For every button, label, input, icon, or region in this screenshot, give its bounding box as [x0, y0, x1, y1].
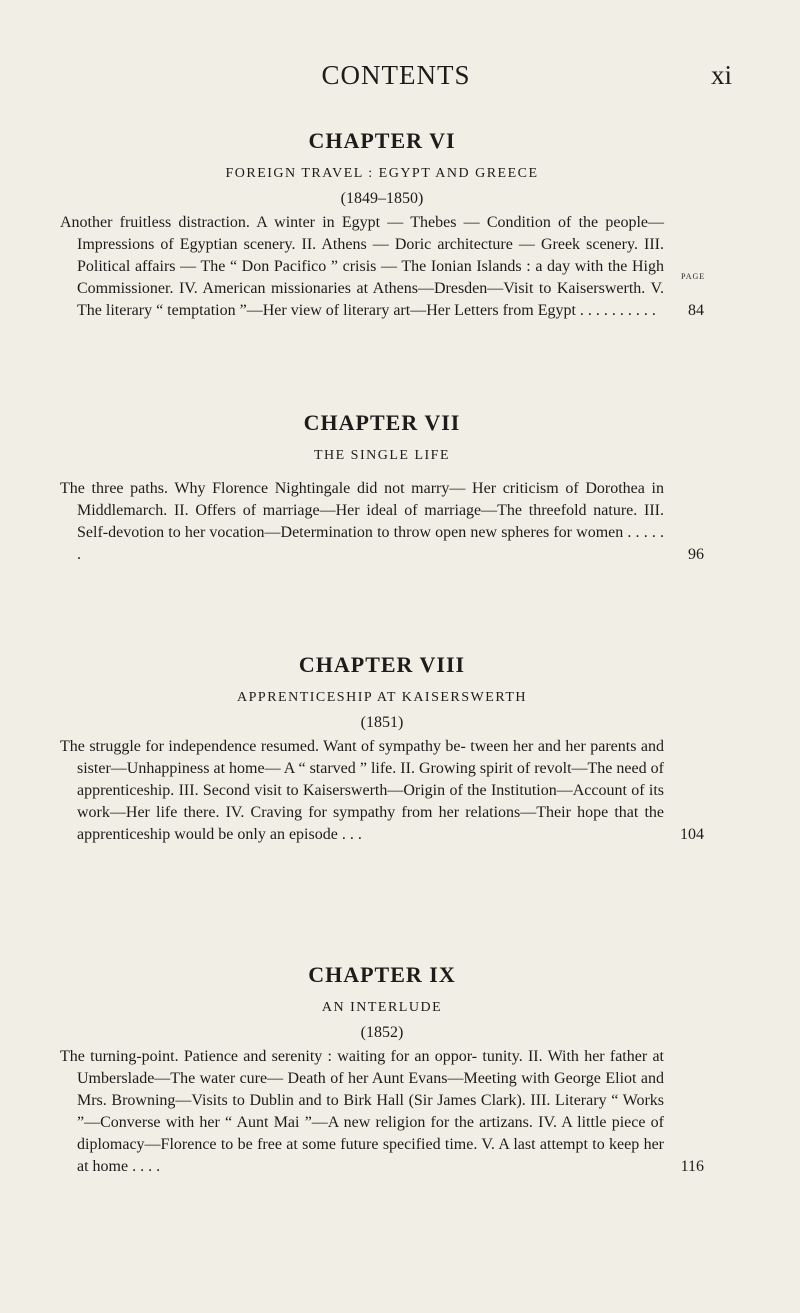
chapter-years: (1852): [360, 1024, 404, 1041]
chapter-entry-vi: [60, 128, 704, 322]
chapter-subtitle: APPRENTICESHIP AT KAISERSWERTH: [237, 690, 527, 705]
chapter-entry-vii: [60, 410, 704, 566]
chapter-summary: [60, 212, 704, 322]
running-header: [60, 60, 732, 100]
page-reference: 84: [688, 302, 704, 319]
chapter-heading: CHAPTER VIII: [298, 652, 466, 677]
summary-text: Another fruitless distraction. A winter in Egypt — Thebes — Condition of the people—Impressions of Egyptian scenery. II. Athens — Doric architecture — Greek scenery. III. Political affairs — The “ Don Pacifico ” crisis — The Ionian Islands : a day with the High Commissioner. IV. American missionaries at Athens—Dresden—Visit to Kaiserswerth. V. The literary “ temptation ”—Her view of literary art—Her Letters from Egypt . . . . . . . . . .: [60, 214, 664, 319]
chapter-summary: [60, 736, 704, 846]
running-title: CONTENTS: [321, 60, 471, 90]
chapter-entry-viii: [60, 652, 704, 846]
chapter-heading: CHAPTER IX: [308, 962, 456, 987]
chapter-years: (1849–1850): [340, 190, 424, 207]
chapter-subtitle: THE SINGLE LIFE: [313, 448, 451, 463]
chapter-heading: CHAPTER VI: [308, 128, 456, 153]
chapter-subtitle: AN INTERLUDE: [321, 1000, 443, 1015]
page-reference: 116: [680, 1158, 704, 1175]
summary-text: The three paths. Why Florence Nightingale did not marry— Her criticism of Dorothea in Middlemarch. II. Offers of marriage—Her ideal of marriage—The threefold nature. III. Self-devotion to her vocation—Determination to throw open new spheres for women . . . . . .: [60, 480, 664, 563]
chapter-summary: [60, 478, 704, 566]
summary-text: The struggle for independence resumed. Want of sympathy be- tween her and her parents and sister—Unhappiness at home— A “ starved ” life. II. Growing spirit of revolt—The need of apprenticeship. III. Second visit to Kaiserswerth—Origin of the Institution—Account of its work—Her life there. IV. Craving for sympathy from her relations—Their hope that the apprenticeship would be only an episode . . .: [60, 738, 664, 843]
page-column-label: PAGE: [681, 272, 706, 281]
summary-text: The turning-point. Patience and serenity : waiting for an oppor- tunity. II. With her father at Umberslade—The water cure— Death of her Aunt Evans—Meeting with George Eliot and Mrs. Browning—Visits to Dublin and to Birk Hall (Sir James Clark). III. Literary “ Works ”—Converse with her “ Aunt Mai ”—A new religion for the artizans. IV. A little piece of diplomacy—Florence to be free at some future specified time. V. A last attempt to keep her at home . . . .: [60, 1048, 664, 1175]
chapter-summary: [60, 1046, 704, 1178]
chapter-subtitle: FOREIGN TRAVEL : EGYPT AND GREECE: [225, 166, 539, 181]
page-reference: 96: [688, 546, 704, 563]
chapter-years: (1851): [360, 714, 404, 731]
page-reference: 104: [680, 826, 704, 843]
chapter-heading: CHAPTER VII: [303, 410, 461, 435]
folio-number: xi: [710, 60, 732, 90]
chapter-entry-ix: [60, 962, 704, 1178]
